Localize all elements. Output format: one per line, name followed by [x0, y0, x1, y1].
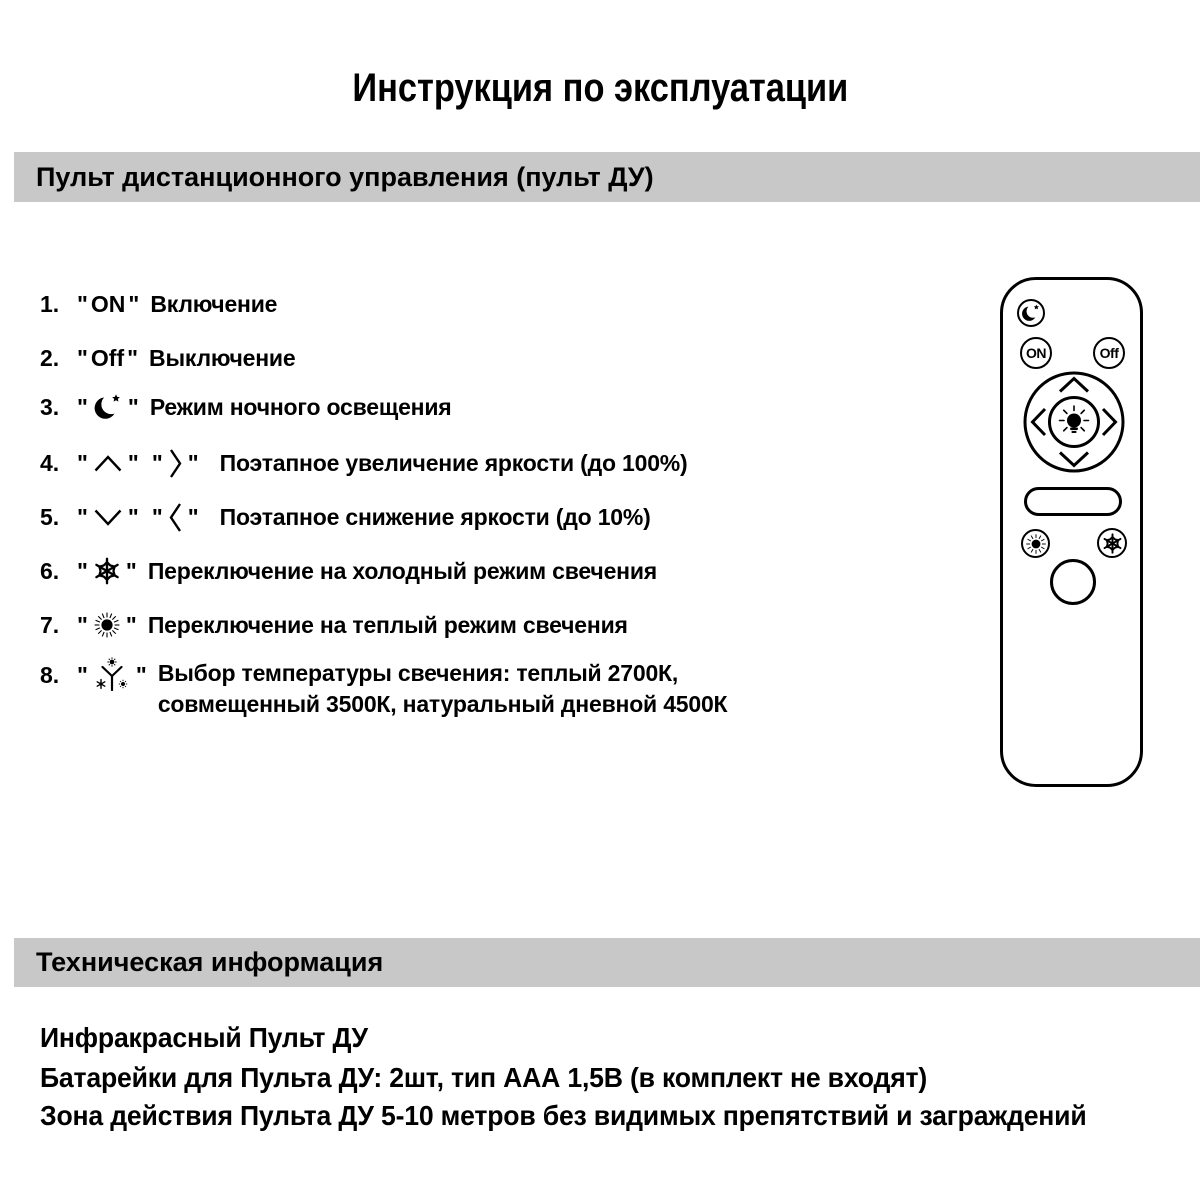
quote-mark: "	[77, 503, 88, 530]
quote-mark: "	[127, 503, 139, 530]
list-item	[40, 500, 651, 534]
item-label: Поэтапное увеличение яркости (до 100%)	[219, 449, 688, 476]
quote-mark: "	[77, 290, 88, 317]
quote-mark: "	[125, 557, 137, 584]
quote-mark: "	[135, 661, 147, 688]
quote-mark: "	[127, 393, 139, 420]
item-number: 7.	[40, 611, 60, 638]
list-item	[40, 341, 295, 375]
section-heading-remote	[14, 152, 1200, 202]
item-number: 1.	[40, 290, 60, 317]
quote-mark: "	[125, 611, 137, 638]
page-title	[0, 64, 1200, 112]
quote-mark: "	[127, 449, 139, 476]
tech-info-line: Зона действия Пульта ДУ 5-10 метров без видимых препятствий и заграждений	[40, 1100, 1087, 1131]
pad-chevron-down	[1060, 453, 1088, 466]
quote-mark: "	[187, 449, 199, 476]
item-label-line1: Выбор температуры свечения: теплый 2700К,	[157, 660, 679, 686]
quote-mark: "	[77, 611, 88, 638]
quote-mark: "	[127, 344, 139, 371]
item-number: 5.	[40, 503, 60, 530]
list-item	[40, 658, 727, 720]
power-off-button	[1093, 337, 1125, 369]
power-off-label: Off	[1099, 345, 1119, 361]
button-name-off: Off	[90, 344, 125, 371]
item-label: Переключение на холодный режим свечения	[147, 557, 658, 584]
warm-mode-button	[1021, 529, 1050, 558]
item-number: 8.	[40, 661, 60, 688]
button-name-on: ON	[90, 290, 126, 317]
page-title-text: Инструкция по эксплуатации	[352, 66, 848, 110]
item-number: 2.	[40, 344, 60, 371]
night-mode-button	[1017, 299, 1045, 327]
chevron-down-icon	[93, 508, 123, 527]
quote-mark: "	[151, 449, 163, 476]
item-number: 3.	[40, 393, 60, 420]
brightness-direction-pad	[1023, 371, 1125, 473]
chevron-up-icon	[93, 454, 123, 473]
quote-mark: "	[77, 449, 88, 476]
remote-control-illustration	[1000, 277, 1143, 787]
list-item	[40, 554, 657, 588]
snowflake-icon	[93, 557, 121, 585]
pad-angle-right	[1103, 409, 1116, 435]
angle-right-icon	[168, 447, 183, 480]
pad-chevron-up	[1060, 379, 1088, 392]
item-label-line2: совмещенный 3500К, натуральный дневной 4500К	[157, 691, 728, 717]
pad-angle-left	[1033, 409, 1046, 435]
temperature-select-icon	[93, 657, 131, 693]
quote-mark: "	[77, 344, 88, 371]
section-heading-tech	[14, 938, 1200, 987]
item-number: 6.	[40, 557, 60, 584]
snowflake-icon	[1102, 533, 1123, 554]
list-item	[40, 287, 277, 321]
item-number: 4.	[40, 449, 60, 476]
round-button	[1050, 559, 1096, 605]
warm-sun-icon	[1025, 533, 1047, 555]
tech-info-line: Батарейки для Пульта ДУ: 2шт, тип ААА 1,5В (в комплект не входят)	[40, 1062, 928, 1093]
quote-mark: "	[187, 503, 199, 530]
tech-info-line: Инфракрасный Пульт ДУ	[40, 1022, 368, 1053]
quote-mark: "	[151, 503, 163, 530]
quote-mark: "	[77, 557, 88, 584]
list-item	[40, 390, 452, 424]
item-label: Включение	[150, 290, 278, 317]
crescent-moon-icon	[1021, 303, 1041, 323]
item-label: Переключение на теплый режим свечения	[147, 611, 628, 638]
list-item	[40, 608, 628, 642]
section-heading-remote-text: Пульт дистанционного управления (пульт ДУ)	[36, 161, 654, 192]
item-label: Поэтапное снижение яркости (до 10%)	[219, 503, 651, 530]
bulb-icon	[1060, 406, 1089, 433]
angle-left-icon	[168, 501, 183, 534]
list-item	[40, 446, 688, 480]
power-on-label: ON	[1026, 345, 1046, 361]
item-label: Режим ночного освещения	[149, 393, 452, 420]
cold-mode-button	[1097, 528, 1127, 558]
section-heading-tech-text: Техническая информация	[36, 947, 384, 977]
quote-mark: "	[128, 290, 140, 317]
quote-mark: "	[77, 661, 88, 688]
scene-pill-button	[1024, 487, 1122, 516]
crescent-moon-icon	[93, 392, 123, 422]
power-on-button	[1020, 337, 1052, 369]
quote-mark: "	[77, 393, 88, 420]
item-label: Выключение	[149, 344, 296, 371]
warm-sun-icon	[93, 611, 121, 639]
